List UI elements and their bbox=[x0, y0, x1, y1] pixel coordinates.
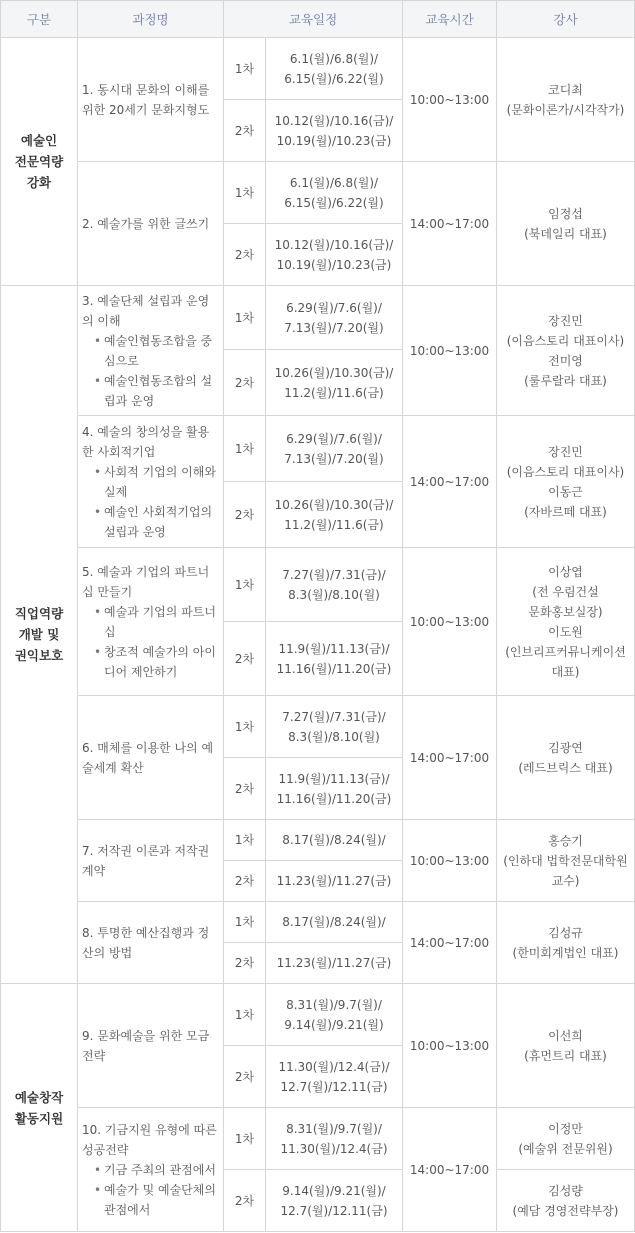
table-row bbox=[1, 984, 635, 1046]
schedule-dates: 11.23(월)/11.27(금) bbox=[266, 943, 403, 984]
course-title: 6. 매체를 이용한 나의 예술세계 확산 bbox=[82, 740, 214, 775]
course-title: 9. 문화예술을 위한 모금전략 bbox=[82, 1028, 210, 1063]
round-label: 2차 bbox=[224, 100, 266, 162]
round-label: 1차 bbox=[224, 984, 266, 1046]
round-label: 1차 bbox=[224, 38, 266, 100]
course-name-cell bbox=[78, 416, 224, 548]
course-title: 10. 기금지원 유형에 따른 성공전략 bbox=[82, 1122, 217, 1157]
schedule-dates: 6.1(월)/6.8(월)/ 6.15(월)/6.22(월) bbox=[266, 162, 403, 224]
table-row bbox=[1, 162, 635, 224]
instructor-cell: 장진민 (이음스토리 대표이사) 이동근 (자바르떼 대표) bbox=[497, 416, 635, 548]
schedule-dates: 11.9(월)/11.13(금)/ 11.16(월)/11.20(금) bbox=[266, 622, 403, 696]
round-label: 1차 bbox=[224, 286, 266, 350]
instructor-cell: 김성규 (한미회계법인 대표) bbox=[497, 902, 635, 984]
course-name-cell bbox=[78, 286, 224, 416]
header-row bbox=[1, 1, 635, 38]
schedule-dates: 7.27(월)/7.31(금)/ 8.3(월)/8.10(월) bbox=[266, 696, 403, 758]
instructor-cell: 김광연 (레드브릭스 대표) bbox=[497, 696, 635, 820]
course-name-cell bbox=[78, 696, 224, 820]
class-time: 14:00~17:00 bbox=[403, 902, 497, 984]
instructor-cell: 이정만 (예술위 전문위원) bbox=[497, 1108, 635, 1170]
course-topics bbox=[82, 602, 219, 682]
round-label: 2차 bbox=[224, 622, 266, 696]
schedule-dates: 9.14(월)/9.21(월)/ 12.7(월)/12.11(금) bbox=[266, 1170, 403, 1232]
schedule-dates: 11.9(월)/11.13(금)/ 11.16(월)/11.20(금) bbox=[266, 758, 403, 820]
schedule-dates: 8.17(월)/8.24(월)/ bbox=[266, 820, 403, 861]
course-topic: • 예술가 및 예술단체의 관점에서 bbox=[94, 1180, 219, 1220]
class-time: 10:00~13:00 bbox=[403, 984, 497, 1108]
category-cell: 직업역량 개발 및 권익보호 bbox=[1, 286, 78, 984]
header-instructor: 강사 bbox=[497, 1, 635, 38]
class-time: 14:00~17:00 bbox=[403, 416, 497, 548]
schedule-dates: 6.29(월)/7.6(월)/ 7.13(월)/7.20(월) bbox=[266, 286, 403, 350]
category-cell: 예술창작 활동지원 bbox=[1, 984, 78, 1232]
header-course: 과정명 bbox=[78, 1, 224, 38]
instructor-cell: 이선희 (휴먼트리 대표) bbox=[497, 984, 635, 1108]
schedule-dates: 6.1(월)/6.8(월)/ 6.15(월)/6.22(월) bbox=[266, 38, 403, 100]
round-label: 2차 bbox=[224, 224, 266, 286]
table-row bbox=[1, 286, 635, 350]
schedule-dates: 8.31(월)/9.7(월)/ 11.30(월)/12.4(금) bbox=[266, 1108, 403, 1170]
class-time: 14:00~17:00 bbox=[403, 162, 497, 286]
round-label: 2차 bbox=[224, 758, 266, 820]
course-name-cell bbox=[78, 1108, 224, 1232]
course-title: 5. 예술과 기업의 파트너십 만들기 bbox=[82, 564, 210, 599]
course-topic: • 예술인협동조합을 중심으로 bbox=[94, 331, 219, 371]
course-title: 8. 투명한 예산집행과 정산의 방법 bbox=[82, 925, 210, 960]
instructor-cell: 김성량 (예담 경영전략부장) bbox=[497, 1170, 635, 1232]
course-topic: • 예술인 사회적기업의 설립과 운영 bbox=[94, 502, 219, 542]
course-topics bbox=[82, 331, 219, 411]
round-label: 1차 bbox=[224, 902, 266, 943]
class-time: 10:00~13:00 bbox=[403, 286, 497, 416]
round-label: 2차 bbox=[224, 1046, 266, 1108]
course-topics bbox=[82, 462, 219, 542]
schedule-dates: 8.31(월)/9.7(월)/ 9.14(월)/9.21(월) bbox=[266, 984, 403, 1046]
round-label: 1차 bbox=[224, 548, 266, 622]
round-label: 1차 bbox=[224, 820, 266, 861]
header-time: 교육시간 bbox=[403, 1, 497, 38]
round-label: 2차 bbox=[224, 861, 266, 902]
schedule-dates: 10.12(월)/10.16(금)/ 10.19(월)/10.23(금) bbox=[266, 100, 403, 162]
course-topic: • 예술과 기업의 파트너십 bbox=[94, 602, 219, 642]
category-cell: 예술인 전문역량 강화 bbox=[1, 38, 78, 286]
schedule-dates: 10.26(월)/10.30(금)/ 11.2(월)/11.6(금) bbox=[266, 350, 403, 416]
round-label: 2차 bbox=[224, 482, 266, 548]
round-label: 2차 bbox=[224, 1170, 266, 1232]
class-time: 10:00~13:00 bbox=[403, 820, 497, 902]
instructor-cell: 코디최 (문화이론가/시각작가) bbox=[497, 38, 635, 162]
schedule-dates: 8.17(월)/8.24(월)/ bbox=[266, 902, 403, 943]
table-row bbox=[1, 902, 635, 943]
course-title: 7. 저작권 이론과 저작권 계약 bbox=[82, 843, 210, 878]
table-row bbox=[1, 1108, 635, 1170]
course-name-cell bbox=[78, 548, 224, 696]
instructor-cell: 이상엽 (전 우림건설 문화홍보실장) 이도원 (인브리프커뮤니케이션 대표) bbox=[497, 548, 635, 696]
round-label: 1차 bbox=[224, 696, 266, 758]
table-row bbox=[1, 696, 635, 758]
header-category: 구분 bbox=[1, 1, 78, 38]
course-topic: • 사회적 기업의 이해와 실제 bbox=[94, 462, 219, 502]
class-time: 14:00~17:00 bbox=[403, 696, 497, 820]
table-row bbox=[1, 416, 635, 482]
schedule-dates: 7.27(월)/7.31(금)/ 8.3(월)/8.10(월) bbox=[266, 548, 403, 622]
class-time: 10:00~13:00 bbox=[403, 548, 497, 696]
course-name-cell bbox=[78, 902, 224, 984]
course-topic: • 창조적 예술가의 아이디어 제안하기 bbox=[94, 642, 219, 682]
class-time: 14:00~17:00 bbox=[403, 1108, 497, 1232]
table-row bbox=[1, 38, 635, 100]
schedule-dates: 11.30(월)/12.4(금)/ 12.7(월)/12.11(금) bbox=[266, 1046, 403, 1108]
course-topic: • 예술인협동조합의 설립과 운영 bbox=[94, 371, 219, 411]
course-title: 1. 동시대 문화의 이해를 위한 20세기 문화지형도 bbox=[82, 82, 210, 117]
round-label: 1차 bbox=[224, 162, 266, 224]
class-time: 10:00~13:00 bbox=[403, 38, 497, 162]
instructor-cell: 장진민 (이음스토리 대표이사) 전미영 (룰루랄라 대표) bbox=[497, 286, 635, 416]
course-title: 3. 예술단체 설립과 운영의 이해 bbox=[82, 293, 210, 328]
instructor-cell: 임정섭 (북데일리 대표) bbox=[497, 162, 635, 286]
round-label: 1차 bbox=[224, 416, 266, 482]
table-row bbox=[1, 548, 635, 622]
round-label: 2차 bbox=[224, 943, 266, 984]
instructor-cell: 홍승기 (인하대 법학전문대학원 교수) bbox=[497, 820, 635, 902]
course-topic: • 기금 주최의 관점에서 bbox=[94, 1160, 219, 1180]
header-schedule: 교육일정 bbox=[224, 1, 403, 38]
schedule-dates: 10.26(월)/10.30(금)/ 11.2(월)/11.6(금) bbox=[266, 482, 403, 548]
schedule-dates: 10.12(월)/10.16(금)/ 10.19(월)/10.23(금) bbox=[266, 224, 403, 286]
course-topics bbox=[82, 1160, 219, 1220]
course-name-cell bbox=[78, 984, 224, 1108]
table-row bbox=[1, 820, 635, 861]
course-name-cell bbox=[78, 820, 224, 902]
course-title: 2. 예술가를 위한 글쓰기 bbox=[82, 216, 210, 231]
round-label: 2차 bbox=[224, 350, 266, 416]
course-title: 4. 예술의 창의성을 활용한 사회적기업 bbox=[82, 424, 210, 459]
schedule-dates: 6.29(월)/7.6(월)/ 7.13(월)/7.20(월) bbox=[266, 416, 403, 482]
schedule-dates: 11.23(월)/11.27(금) bbox=[266, 861, 403, 902]
course-name-cell bbox=[78, 38, 224, 162]
course-name-cell bbox=[78, 162, 224, 286]
round-label: 1차 bbox=[224, 1108, 266, 1170]
